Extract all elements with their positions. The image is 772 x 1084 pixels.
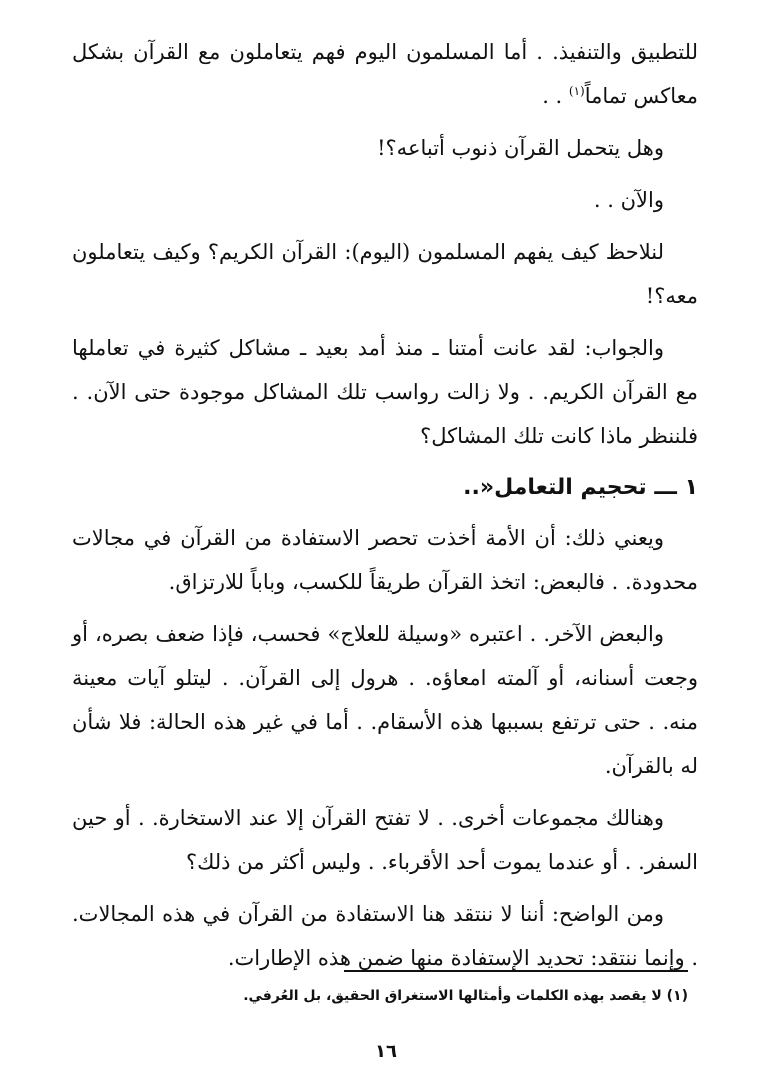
paragraph-1-tail: . . bbox=[542, 84, 569, 108]
page-number: ١٦ bbox=[375, 1041, 397, 1062]
paragraph-2: وهل يتحمل القرآن ذنوب أتباعه؟! bbox=[377, 136, 664, 160]
paragraph-3: والآن . . bbox=[593, 188, 664, 212]
section-paragraph-4: ومن الواضح: أننا لا ننتقد هنا الاستفادة من القرآن في هذه المجالات. . وإنما ننتقد: تحديد الإستفادة منها ضمن هذه الإطارات. bbox=[72, 902, 698, 970]
footnote: (١) لا يقصد بهذه الكلمات وأمثالها الاستغراق الحقيق، بل العُرفي. bbox=[243, 988, 688, 1004]
section-paragraph-3: وهنالك مجموعات أخرى. . لا تفتح القرآن إلا عند الاستخارة. . أو حين السفر. . أو عندما يموت أحد الأقرباء. . وليس أكثر من ذلك؟ bbox=[72, 806, 698, 874]
footnote-divider bbox=[344, 970, 688, 972]
section-paragraph-1: ويعني ذلك: أن الأمة أخذت تحصر الاستفادة من القرآن في مجالات محدودة. . فالبعض: اتخذ القرآن طريقاً للكسب، وباباً للارتزاق. bbox=[72, 526, 698, 594]
paragraph-1-text: للتطبيق والتنفيذ. . أما المسلمون اليوم فهم يتعاملون مع القرآن بشكل معاكس تماماً bbox=[72, 40, 698, 108]
footnote-reference: (١) bbox=[568, 84, 585, 98]
page-body bbox=[72, 30, 698, 988]
paragraph-4: لنلاحظ كيف يفهم المسلمون (اليوم): القرآن الكريم؟ وكيف يتعاملون معه؟! bbox=[72, 240, 698, 308]
section-paragraph-2: والبعض الآخر. . اعتبره «وسيلة للعلاج» فحسب، فإذا ضعف بصره، أو وجعت أسنانه، أو آلمته امعاؤه. . هرول إلى القرآن. . ليتلو آيات معينة منه. . حتى ترتفع بسببها هذه الأسقام. . أما في غير هذه الحالة: فلا شأن له بالقرآن. bbox=[72, 622, 698, 778]
paragraph-1 bbox=[72, 30, 698, 118]
paragraph-5: والجواب: لقد عانت أمتنا ـ منذ أمد بعيد ـ مشاكل كثيرة في تعاملها مع القرآن الكريم. . ولا زالت رواسب تلك المشاكل موجودة حتى الآن. . فلننظر ماذا كانت تلك المشاكل؟ bbox=[72, 336, 698, 448]
section-heading: ١ ـــ تحجيم التعامل«.. bbox=[463, 475, 698, 500]
